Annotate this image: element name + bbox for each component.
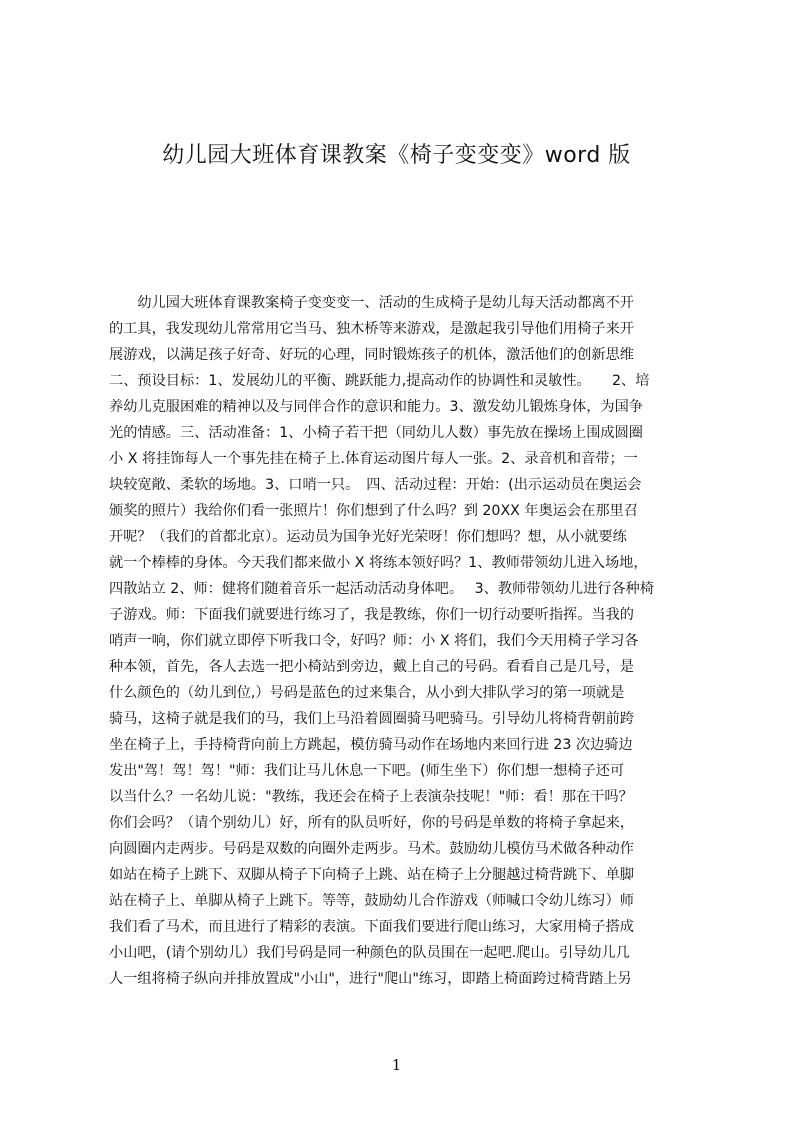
- document-title: 幼儿园大班体育课教案《椅子变变变》word 版: [162, 143, 631, 168]
- text-line: 幼儿园大班体育课教案椅子变变变一、活动的生成椅子是幼儿每天活动都离不开: [109, 295, 634, 311]
- page-number: 1: [391, 1056, 402, 1074]
- text-line: 小山吧，(请个别幼儿）我们号码是同一种颜色的队员围在一起吧.爬山。引导幼儿几: [109, 945, 630, 961]
- text-line: 的工具，我发现幼儿常常用它当马、独木桥等来游戏，是激起我引导他们用椅子来开: [109, 321, 634, 337]
- text-line: 块较宽敞、柔软的场地。3、口哨一只。 四、活动过程：开始：(出示运动员在奥运会: [109, 477, 642, 493]
- text-line: 人一组将椅子纵向并排放置成"小山"，进行"爬山"练习，即踏上椅面跨过椅背踏上另: [109, 971, 632, 987]
- text-line: 开呢？（我们的首都北京）。运动员为国争光好光荣呀！你们想吗？想，从小就要练: [109, 529, 627, 545]
- text-line: 种本领，首先，各人去选一把小椅站到旁边，戴上自己的号码。看看自己是几号，是: [109, 659, 634, 675]
- text-line: 四散站立 2、师：健将们随着音乐一起活动活动身体吧。 3、教师带领幼儿进行各种椅: [109, 581, 654, 597]
- text-line: 向圆圈内走两步。号码是双数的向圈外走两步。马术。鼓励幼儿模仿马术做各种动作: [109, 841, 634, 857]
- text-line: 你们会吗？（请个别幼儿）好，所有的队员听好，你的号码是单数的将椅子拿起来，: [109, 815, 634, 831]
- text-line: 颁奖的照片）我给你们看一张照片！你们想到了什么吗？到 20XX 年奥运会在那里召: [109, 503, 638, 519]
- text-line: 二、预设目标：1、发展幼儿的平衡、跳跃能力,提高动作的协调性和灵敏性。 2、培: [109, 373, 650, 389]
- text-line: 养幼儿克服困难的精神以及与同伴合作的意识和能力。3、激发幼儿锻炼身体，为国争: [109, 399, 643, 415]
- text-line: 以当什么？一名幼儿说："教练，我还会在椅子上表演杂技呢！"师：看！那在干吗？: [109, 789, 633, 805]
- text-line: 就一个棒棒的身体。今天我们都来做小 X 将练本领好吗？1、教师带领幼儿进入场地，: [109, 555, 648, 571]
- text-line: 发出"驾！驾！驾！"师：我们让马儿休息一下吧。(师生坐下）你们想一想椅子还可: [109, 763, 625, 779]
- text-line: 什么颜色的（幼儿到位,）号码是蓝色的过来集合，从小到大排队学习的第一项就是: [109, 685, 625, 701]
- text-line: 坐在椅子上，手持椅背向前上方跳起，模仿骑马动作在场地内来回行进 23 次边骑边: [109, 737, 633, 753]
- text-line: 子游戏。师：下面我们就要进行练习了，我是教练，你们一切行动要听指挥。当我的: [109, 607, 634, 623]
- text-line: 哨声一响，你们就立即停下听我口令，好吗？师：小 X 将们，我们今天用椅子学习各: [109, 633, 639, 649]
- text-line: 如站在椅子上跳下、双脚从椅子下向椅子上跳、站在椅子上分腿越过椅背跳下、单脚: [109, 867, 634, 883]
- text-line: 站在椅子上、单脚从椅子上跳下。等等，鼓励幼儿合作游戏（师喊口令幼儿练习）师: [109, 893, 634, 909]
- text-line: 光的情感。三、活动准备：1、小椅子若干把（同幼儿人数）事先放在操场上围成圆圈: [109, 425, 643, 441]
- text-line: 骑马，这椅子就是我们的马，我们上马沿着圆圈骑马吧骑马。引导幼儿将椅背朝前跨: [109, 711, 634, 727]
- text-line: 小 X 将挂饰每人一个事先挂在椅子上.体育运动图片每人一张。2、录音机和音带；一: [109, 451, 638, 467]
- text-line: 我们看了马术，而且进行了精彩的表演。下面我们要进行爬山练习，大家用椅子搭成: [109, 919, 634, 935]
- body-text: [109, 290, 699, 992]
- text-line: 展游戏，以满足孩子好奇、好玩的心理，同时锻炼孩子的机体，激活他们的创新思维: [109, 347, 634, 363]
